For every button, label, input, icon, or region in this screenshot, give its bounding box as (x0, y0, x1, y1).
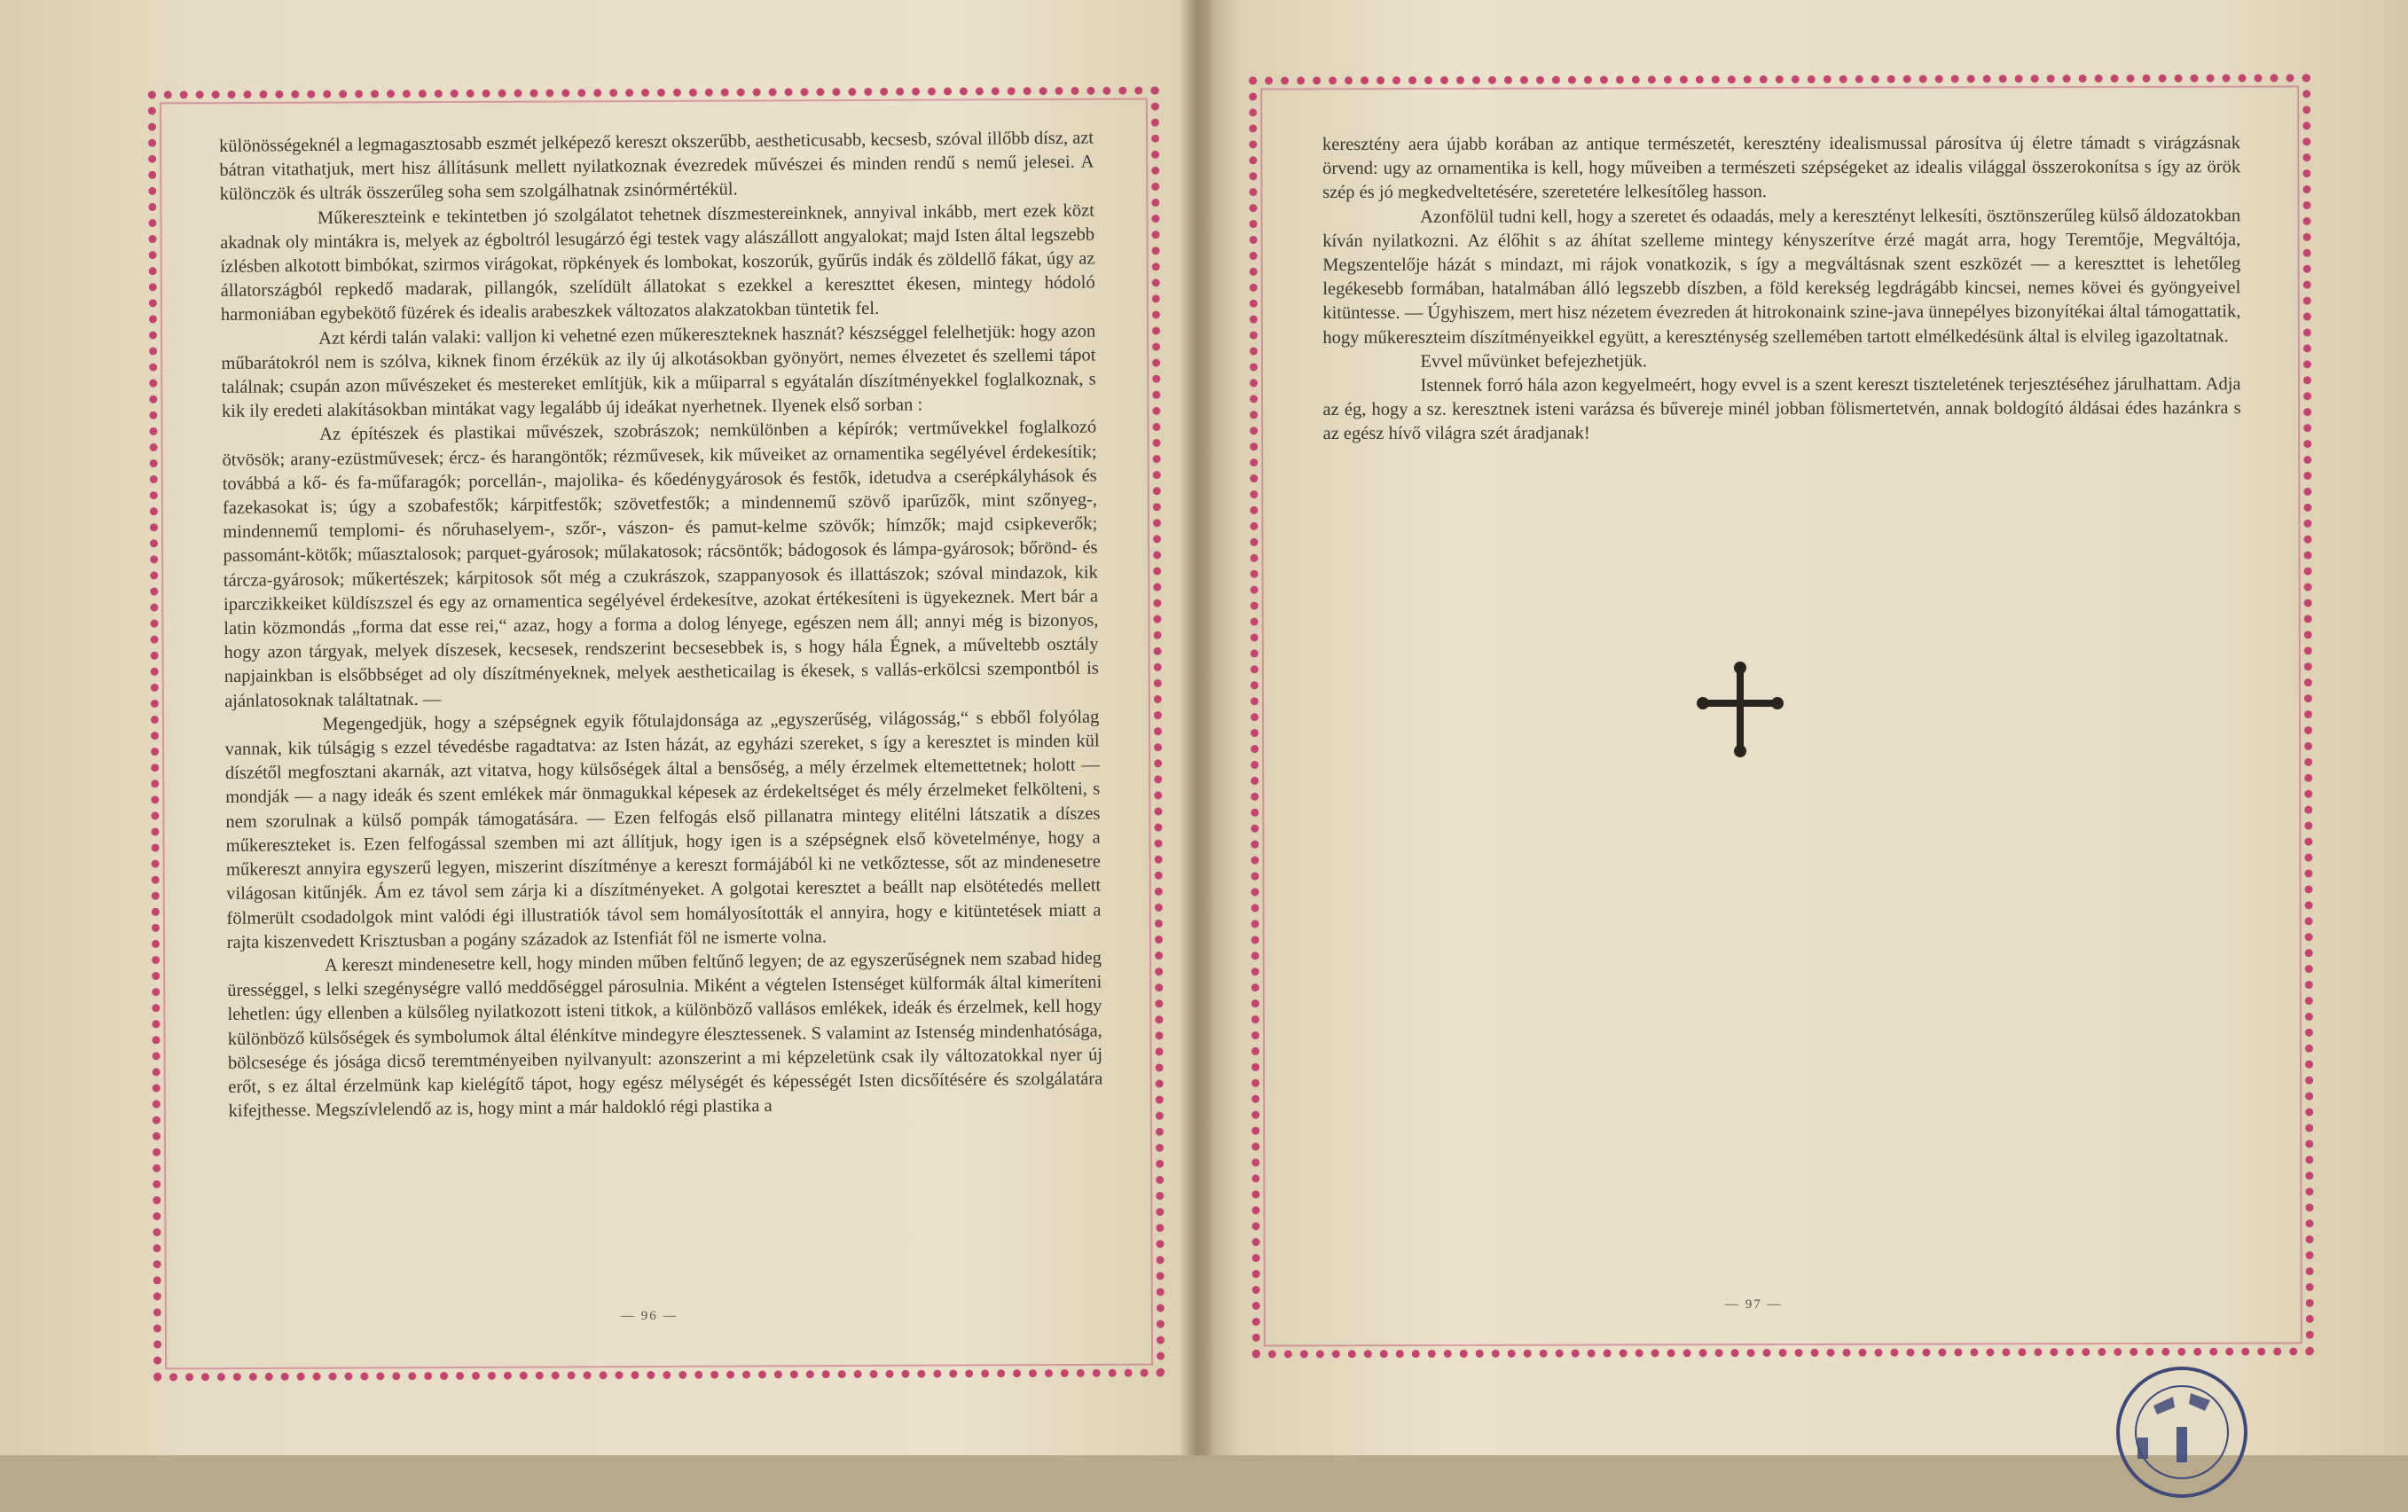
right-page-number: — 97 — (1725, 1297, 1783, 1312)
right-page (1202, 0, 2408, 1455)
left-page-text (219, 127, 1103, 1124)
left-paragraph-5: Megengedjük, hogy a szépségnek egyik főtulajdonsága az „egyszerűség, világosság,“ s ebből folyólag vannak, kik túlságig s ezzel tévedésbe ragadtatva: az Isten házát, az egyházi szereket, s így a keresztet is minden kül díszétől megfosztani akarnák, azt vitatva, hogy külsőségek által a bensőség, a mély érzelmek eltemettetnek; holott — mondják — a nagy ideák és szent emlékek már önmagukkal képesek az érdekeltséget és mély érzelmeket felkölteni, s nem szorulnak a külső pompák támogatására. — Ezen felfogás első pillanatra mintegy elitélni látszatik a díszes műkereszteket is. Ezen felfogással szemben mi azt állítjuk, hogy igen is a szépségnek első követelménye, hogy a műkereszt annyira egyszerű legyen, miszerint díszítménye a kereszt formájából ki ne vetkőztesse, sőt az mindenesetre világosan kitűnjék. Ám ez távol sem zárja ki a díszítményeket. A golgotai keresztet a beállt nap elsötétedés mellett fölmerült csodadolgok mint valódi égi illustratiók távol sem homályosították el annyira, hogy e kitüntetések miatt a rajta kiszenvedett Krisztusban a pogány századok az Istenfiát föl ne ismerte volna. (224, 707, 1102, 952)
right-page-text (1322, 131, 2241, 446)
right-paragraph-4: Istennek forró hála azon kegyelmeért, hogy evvel is a szent kereszt tiszteletének terjesztéséhez járulhattam. Adja az ég, hogy a sz. keresztnek isteni varázsa és bűvereje minél jobban fölismertetvén, annak boldogító áldásai édes hazánkra s az egész hívő világra szét áradjanak! (1322, 374, 2241, 444)
right-paragraph-1: keresztény aera újabb korában az antique természetét, keresztény idealismussal párosítva új életre támadt s virágzásnak örvend: ugy az ornamentika is kell, hogy műveiben a természeti szépségeket az idealis világgal összerokonítsa s így az örök szép és jó megkedveltetésére, szeretetére lelkesítőleg hasson. (1322, 133, 2241, 203)
left-paragraph-4: Az építészek és plastikai művészek, szobrászok; nemkülönben a képírók; vertművekkel foglalkozó ötvösök; arany-ezüstművesek; ércz- és harangöntők; rézművesek, kik műveiket az ornamentika segélyével érdekesítik; továbbá a kő- és fa-műfaragók; porcellán-, majolika- és kőedénygyárosok és festők, idetudva a cserépkályhások és fazekasokat is; úgy a szobafestők; kárpitfestők; szövetfestők; a mindennemű szövő iparűzők, mint szőnyeg-, mindennemű templomi- és nőruhaselyem-, szőr-, vászon- és pamut-kelme szövők; hímzők; majd csipkeverők; passománt-kötők; műasztalosok; parquet-gyárosok; műlakatosok; rácsöntők; bádogosok és lámpa-gyárosok; bőrönd- és tárcza-gyárosok; műkertészek; kárpitosok sőt még a czukrászok, szappanyosok és illattászok; szóval mindazok, kik iparczikkeiket küldíszszel és egy az ornamentica segélyével érdekesítve, azokat értékesíteni is ügyekeznek. Mert bár a latin közmondás „forma dat esse rei,“ azaz, hogy a forma a dolog lényege, egészen nem áll; annyi még is bizonyos, hogy azon tárgyak, melyek díszesek, kecsesek, rendszerint becsesebbek is, s hogy hála Égnek, a műveltebb osztály napjainkban is elsőbbséget ad oly díszítményeknek, melyek aestheticailag is ékesek, s vallás-erkölcsi szempontból is ajánlatosoknak találtatnak. — (222, 417, 1099, 711)
cross-ornament-icon (1696, 661, 1784, 758)
left-paragraph-1: különösségeknél a legmagasztosabb eszmét jelképező kereszt okszerűbb, aestheticusabb, kecsesb, szóval illőbb dísz, azt bátran vitathatjuk, mert hisz állításunk mellett nyilatkoznak évezredek művészei és minden rendű s nemű jelesei. A különczök és ultrák összerűleg soha sem szolgálhatnak zsinórmértékül. (219, 128, 1094, 205)
left-page (0, 0, 1193, 1455)
left-page-number: — 96 — (621, 1309, 678, 1323)
right-paragraph-2: Azonfölül tudni kell, hogy a szeretet és odaadás, mely a keresztényt lelkesíti, ösztönszerűleg külső áldozatokban kíván nyilatkozni. Az élőhit s az áhítat szelleme mintegy kényszerítve érzé magát arra, hogy Teremtője, Megváltója, Megszentelője házát s mindazt, mi rájok vonatkozik, s így a megváltásnak szent eszközét — a kereszttet is lehetőleg legékesebb formában, hatalmában álló legszebb díszben, a föld kerekség legdrágább kincsei, nemes kövei és gyöngyeivel kitüntesse. — Úgyhiszem, mert hisz nézetem évezreden át hitrokonaink szine-java ünnepélyes bizonyítékai által támogattatik, hogy műkereszteim díszítményeikkel együtt, a kereszténység szellemében tartott elmélkedésünk által is elvileg igazoltatnak. (1322, 205, 2241, 348)
library-stamp-icon (2102, 1352, 2262, 1512)
right-paragraph-3: Evvel művünket befejezhetjük. (1420, 351, 1648, 372)
left-paragraph-2: Műkereszteink e tekintetben jó szolgálatot tehetnek díszmestereinknek, annyival inkább, mert ezek közt akadnak oly mintákra is, melyek az égboltról lesugárzó égi testek vagy alászállott angyalokat; majd Isten által legszebb ízlésben alkotott bimbókat, szirmos virágokat, röpkények és lombokat, koszorúk, gyűrűs indák és zöldellő fákat, úgy az állatországból repkedő madarak, pillangók, szelídült állatokat s ezekkel a kereszttet ékesen, mintegy hódoló harmoniában egybekötő füzérek és idealis arabeszkek változatos alakzatokban tüntetik fel. (220, 200, 1095, 325)
left-paragraph-6: A kereszt mindenesetre kell, hogy minden műben feltűnő legyen; de az egyszerűségnek nem szabad hideg ürességgel, s lelki szegénységre valló meddőséggel párosulnia. Miként a végtelen Istenséget külformák által kimeríteni lehetlen: úgy ellenben a külsőleg nyilatkozott isteni titkok, a különböző vallásos emlékek, ideák és érzelmek, kell hogy különböző külsőségek és symbolumok által élénkítve mindegyre élesztessenek. S valamint az Istenség mindenhatósága, bölcsesége és jósága dicső teremtményeiben nyilvanyult: azonszerint a mi képzeletünk csak ily változatokkal nyer új erőt, s ez által érzelmünk kap kielégítő tápot, hogy egész mélységét és képességét Isten dicsőítésére és szolgálatára kifejthesse. Megszívlelendő az is, hogy mint a már haldokló régi plastika a (227, 948, 1103, 1122)
left-paragraph-3: Azt kérdi talán valaki: valljon ki vehetné ezen műkereszteknek hasznát? készséggel felelhetjük: hogy azon műbarátokról nem is szólva, kiknek finom érzékük az ily új alkotásokban gyönyört, nemes élvezetet és szellemi tápot találnak; csupán azon művészeket és mestereket említjük, kik a műiparral s egyátalán díszítményekkel foglalkoznak, s kik ily eredeti alakításokban mintákat vagy legalább új ideákat nyerhetnek. Ilyenek első sorban : (221, 321, 1096, 422)
